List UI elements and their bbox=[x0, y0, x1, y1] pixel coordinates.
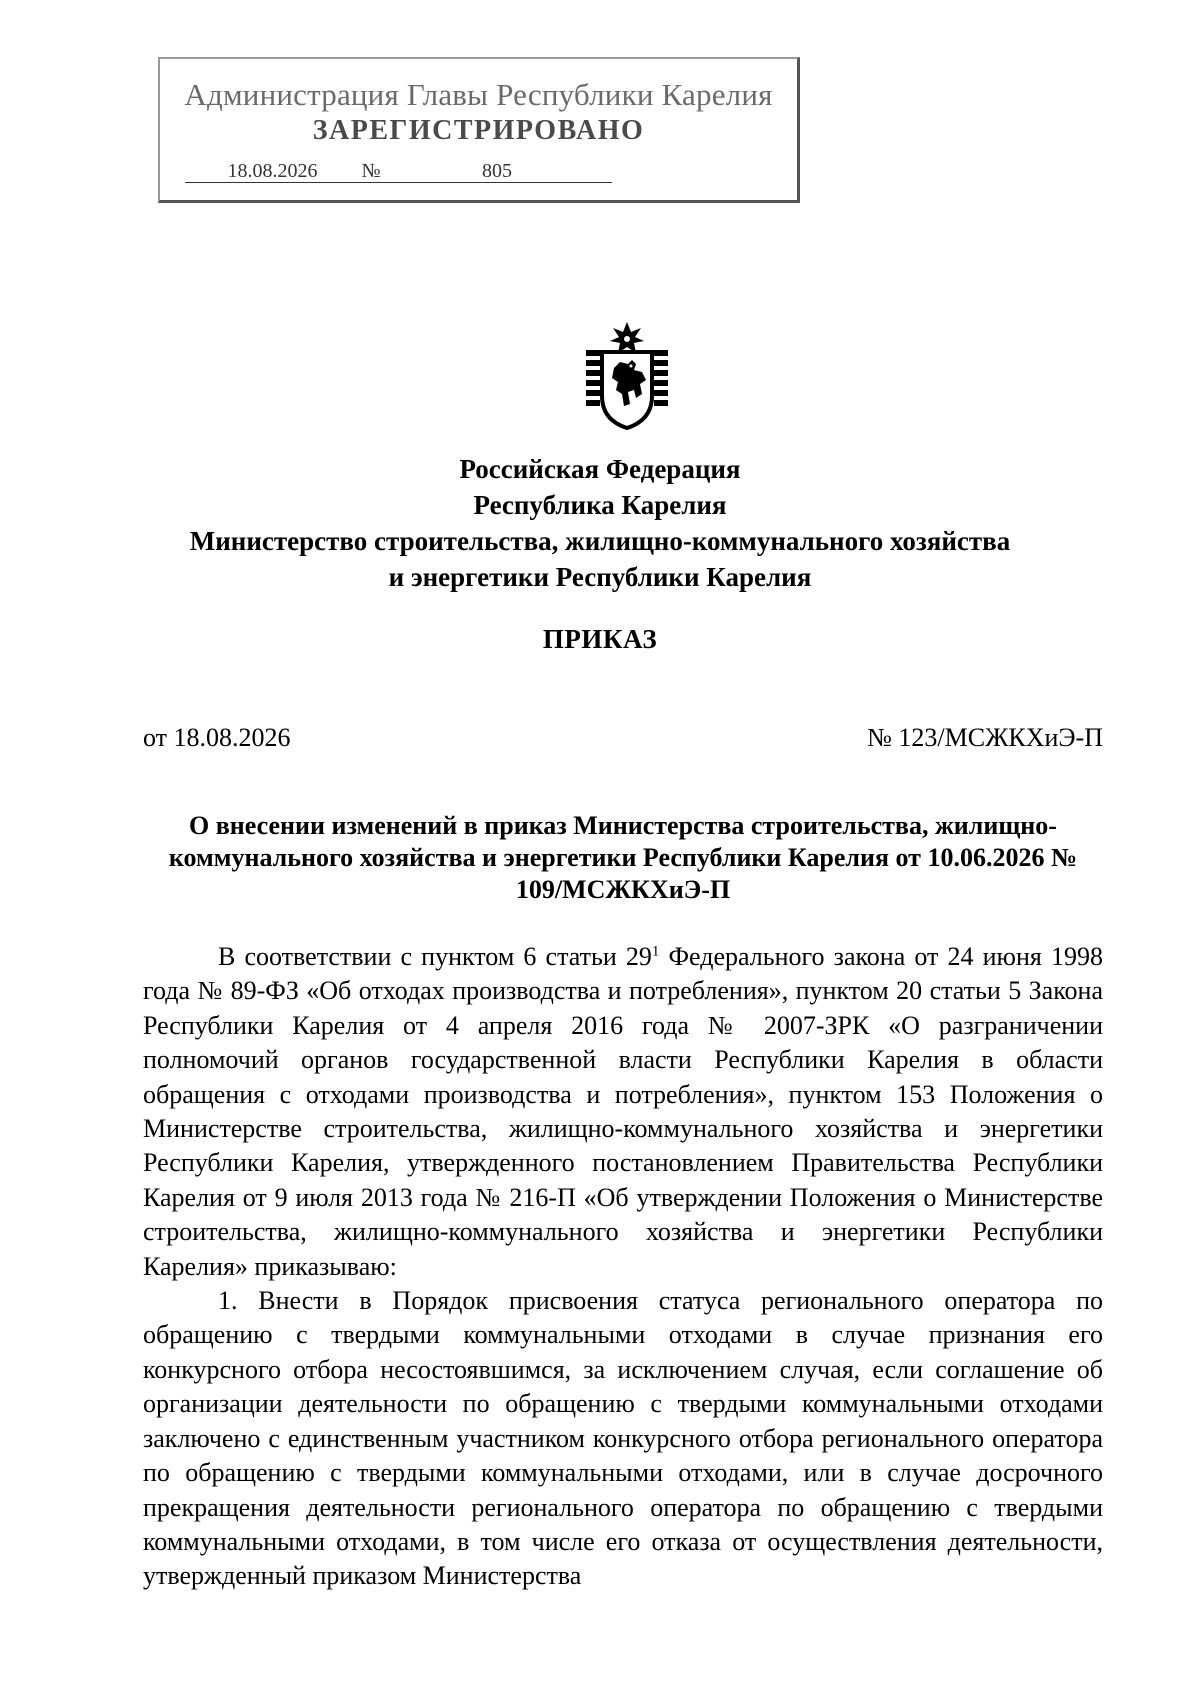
document-type: ПРИКАЗ bbox=[542, 624, 658, 654]
document-subject: О внесении изменений в приказ Министерства строительства, жилищно-коммунального хозяйства и энергетики Республики Карелия от 10.06.2026 № 109/МСЖКХиЭ-П bbox=[168, 811, 1078, 904]
preamble-text-rest: Федерального закона от 24 июня 1998 года № 89-ФЗ «Об отходах производства и потребления», пунктом 20 статьи 5 Закона Республики Карелия от 4 апреля 2016 года № 2007-ЗРК «О разграничении полномочий органов государственной власти Республики Карелия в области обращения с отходами производства и потребления», пунктом 153 Положения о Министерстве строительства, жилищно-коммунального хозяйства и энергетики Республики Карелия, утвержденного постановлением Правительства Республики Карелия от 9 июля 2013 года № 216-П «Об утверждении Положения о Министерстве строительства, жилищно-коммунального хозяйства и энергетики Республики Карелия» приказываю: bbox=[143, 942, 1103, 1281]
paragraph-preamble bbox=[143, 940, 1103, 1284]
document-date: от 18.08.2026 bbox=[143, 723, 291, 752]
header-ministry-line1: Министерство строительства, жилищно-коммунального хозяйства bbox=[189, 526, 1011, 556]
header-country: Российская Федерация bbox=[459, 454, 741, 484]
stamp-status: ЗАРЕГИСТРИРОВАНО bbox=[312, 115, 645, 146]
stamp-registration-line bbox=[185, 160, 612, 183]
stamp-number: 805 bbox=[382, 160, 612, 183]
stamp-number-label: № bbox=[361, 160, 381, 182]
article-superscript: 1 bbox=[651, 943, 660, 960]
stamp-date: 18.08.2026 bbox=[185, 160, 360, 183]
issuer-header bbox=[0, 451, 1200, 595]
preamble-text-start: В соответствии с пунктом 6 статьи 29 bbox=[218, 942, 652, 971]
document-number: № 123/МСЖКХиЭ-П bbox=[867, 723, 1103, 752]
karelia-coat-of-arms-icon bbox=[584, 320, 670, 432]
header-republic: Республика Карелия bbox=[473, 490, 727, 520]
document-body bbox=[143, 940, 1103, 1594]
registration-stamp bbox=[158, 57, 800, 203]
stamp-organization: Администрация Главы Республики Карелия bbox=[184, 77, 773, 112]
paragraph-item-1: 1. Внести в Порядок присвоения статуса регионального оператора по обращению с твердыми коммунальными отходами в случае признания его конкурсного отбора несостоявшимся, за исключением случая, если соглашение об организации деятельности по обращению с твердыми коммунальными отходами заключено с единственным участником конкурсного отбора регионального оператора по обращению с твердыми коммунальными отходами, или в случае досрочного прекращения деятельности регионального оператора по обращению с твердыми коммунальными отходами, в том числе его отказа от осуществления деятельности, утвержденный приказом Министерства bbox=[143, 1286, 1103, 1591]
header-ministry-line2: и энергетики Республики Карелия bbox=[388, 562, 812, 592]
